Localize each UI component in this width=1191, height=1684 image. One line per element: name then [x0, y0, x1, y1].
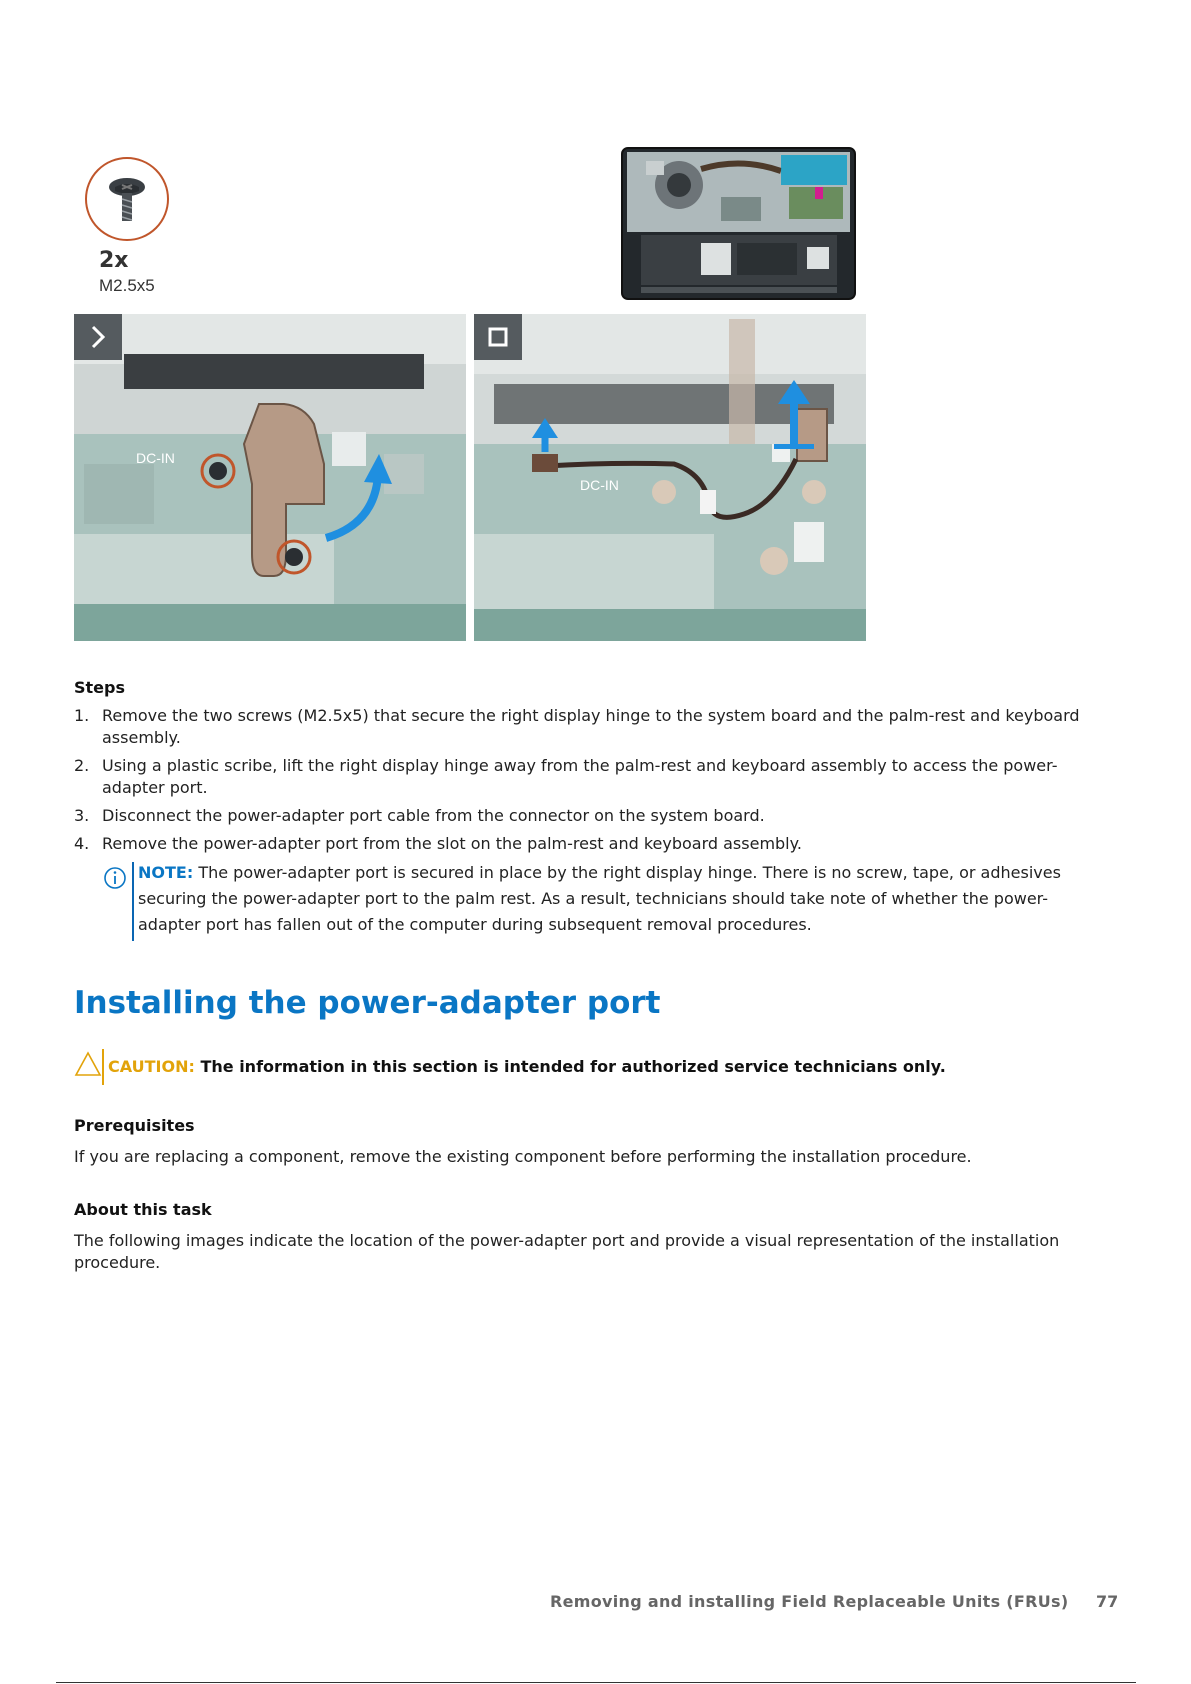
- info-icon: [103, 866, 127, 890]
- steps-heading: Steps: [74, 678, 125, 697]
- step-item: 3. Disconnect the power-adapter port cable from the connector on the system board.: [74, 806, 765, 825]
- step-image-remove-port: [474, 314, 866, 641]
- step-item: 4. Remove the power-adapter port from the slot on the palm-rest and keyboard assembly.: [74, 834, 802, 853]
- screw-callout-icon: [85, 157, 169, 241]
- step-item: 1. Remove the two screws (M2.5x5) that secure the right display hinge to the system board and the palm-rest and keyboard assembly.: [74, 706, 1080, 747]
- about-heading: About this task: [74, 1200, 212, 1219]
- footer-rule: [56, 1682, 1136, 1683]
- caution-label: CAUTION:: [108, 1057, 195, 1076]
- caution-text: CAUTION: The information in this section is intended for authorized service technicians only.: [108, 1057, 946, 1076]
- prerequisites-text: If you are replacing a component, remove the existing component before performing the installation procedure.: [74, 1147, 972, 1166]
- square-stop-icon: [474, 314, 522, 360]
- note-label: NOTE:: [138, 863, 194, 882]
- laptop-overview-image: [621, 147, 856, 300]
- dc-in-label: DC-IN: [136, 450, 175, 466]
- screw-quantity: 2x: [99, 248, 129, 273]
- footer-chapter-title: Removing and installing Field Replaceable Units (FRUs): [550, 1592, 1069, 1611]
- about-text: The following images indicate the location of the power-adapter port and provide a visual representation of the installation procedure.: [74, 1231, 1060, 1272]
- chevron-right-icon: [74, 314, 122, 360]
- screw-icon: [87, 159, 167, 239]
- prerequisites-heading: Prerequisites: [74, 1116, 195, 1135]
- steps-list: [74, 705, 1114, 861]
- step-item: 2. Using a plastic scribe, lift the right display hinge away from the palm-rest and keyboard assembly to access the power-adapter port.: [74, 756, 1058, 797]
- note-text: NOTE: The power-adapter port is secured in place by the right display hinge. There is no screw, tape, or adhesives securing the power-adapter port to the palm rest. As a result, technicians should take note of whether the power-adapter port has fallen out of the computer during subsequent removal procedures.: [138, 863, 1061, 934]
- dc-in-label: DC-IN: [580, 477, 619, 493]
- section-title: Installing the power-adapter port: [74, 985, 661, 1021]
- step-badge-right: [474, 314, 522, 360]
- screw-size-label: M2.5x5: [99, 276, 155, 295]
- note-divider: [132, 862, 134, 941]
- caution-divider: [102, 1049, 104, 1085]
- page-number: 77: [1096, 1592, 1119, 1611]
- step-badge-left: [74, 314, 122, 360]
- step-image-remove-hinge: [74, 314, 466, 641]
- warning-triangle-icon: [74, 1051, 102, 1077]
